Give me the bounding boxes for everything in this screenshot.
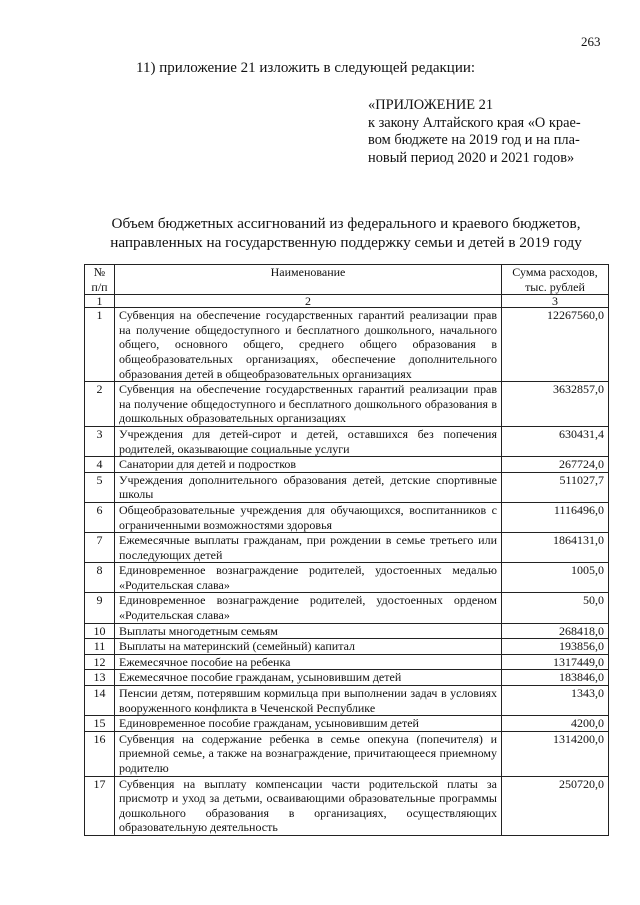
row-number-cell: 10 [85, 623, 115, 639]
row-name-cell: Общеобразовательные учреждения для обучающихся, воспитанников с ограниченными возможностями здоровья [115, 502, 502, 532]
row-number-cell: 1 [85, 308, 115, 382]
row-name-cell: Субвенция на содержание ребенка в семье опекуна (попечителя) и приемной семье, а также на вознаграждение, причитающееся приемному родителю [115, 731, 502, 776]
table-row [85, 502, 609, 532]
header-sum: Сумма расходов, тыс. рублей [502, 265, 609, 295]
table-row [85, 457, 609, 473]
column-number: 3 [502, 295, 609, 308]
table-row [85, 776, 609, 835]
row-number-cell: 8 [85, 563, 115, 593]
row-name-cell: Выплаты многодетным семьям [115, 623, 502, 639]
appendix-header-line: «ПРИЛОЖЕНИЕ 21 [368, 97, 494, 113]
row-sum-cell: 1864131,0 [502, 533, 609, 563]
row-name-cell: Единовременное вознаграждение родителей, удостоенных орденом «Родительская слава» [115, 593, 502, 623]
row-number-cell: 17 [85, 776, 115, 835]
row-sum-cell: 511027,7 [502, 472, 609, 502]
row-number-cell: 9 [85, 593, 115, 623]
table-header-row [85, 265, 609, 295]
row-sum-cell: 193856,0 [502, 639, 609, 655]
table-body [85, 308, 609, 836]
row-number-cell: 6 [85, 502, 115, 532]
row-name-cell: Выплаты на материнский (семейный) капитал [115, 639, 502, 655]
row-name-cell: Единовременное вознаграждение родителей, удостоенных медалью «Родительская слава» [115, 563, 502, 593]
row-number-cell: 2 [85, 382, 115, 427]
row-sum-cell: 1343,0 [502, 686, 609, 716]
row-number-cell: 12 [85, 654, 115, 670]
table-row [85, 426, 609, 456]
table-row [85, 472, 609, 502]
row-number-cell: 16 [85, 731, 115, 776]
column-number: 2 [115, 295, 502, 308]
table-row [85, 308, 609, 382]
table-title [96, 214, 596, 252]
table-title-line: Объем бюджетных ассигнований из федерального и краевого бюджетов, [111, 215, 581, 232]
row-sum-cell: 1005,0 [502, 563, 609, 593]
budget-table [84, 264, 609, 836]
table-row [85, 654, 609, 670]
table-row [85, 533, 609, 563]
appendix-header-line: вом бюджете на 2019 год и на пла- [368, 132, 580, 149]
appendix-header-line: к закону Алтайского края «О крае- [368, 114, 581, 131]
column-number: 1 [85, 295, 115, 308]
row-sum-cell: 4200,0 [502, 716, 609, 732]
table-row [85, 716, 609, 732]
column-numbers-row [85, 295, 609, 308]
row-sum-cell: 3632857,0 [502, 382, 609, 427]
row-sum-cell: 50,0 [502, 593, 609, 623]
table-title-line: направленных на государственную поддержку семьи и детей в 2019 году [110, 234, 582, 251]
row-name-cell: Субвенция на обеспечение государственных гарантий реализации прав на получение общедоступного и бесплатного дошкольного образования в дошкольных образовательных организациях [115, 382, 502, 427]
row-number-cell: 5 [85, 472, 115, 502]
row-number-cell: 7 [85, 533, 115, 563]
row-sum-cell: 1317449,0 [502, 654, 609, 670]
table-row [85, 623, 609, 639]
table-row [85, 670, 609, 686]
row-name-cell: Ежемесячное пособие гражданам, усыновившим детей [115, 670, 502, 686]
table-row [85, 593, 609, 623]
row-sum-cell: 250720,0 [502, 776, 609, 835]
table-row [85, 686, 609, 716]
appendix-header-line: новый период 2020 и 2021 годов» [368, 149, 575, 166]
row-name-cell: Учреждения для детей-сирот и детей, оставшихся без попечения родителей, оказывающие социальные услуги [115, 426, 502, 456]
row-sum-cell: 268418,0 [502, 623, 609, 639]
appendix-header [368, 97, 598, 167]
row-name-cell: Ежемесячные выплаты гражданам, при рождении в семье третьего или последующих детей [115, 533, 502, 563]
row-name-cell: Учреждения дополнительного образования детей, детские спортивные школы [115, 472, 502, 502]
row-sum-cell: 630431,4 [502, 426, 609, 456]
row-name-cell: Субвенция на обеспечение государственных гарантий реализации прав на получение общедоступного и бесплатного дошкольного, начального общего, основного общего, среднего общего образования в общеобразовательных организациях, обеспечение дополнительного образования детей в общеобразовательных организациях [115, 308, 502, 382]
row-sum-cell: 12267560,0 [502, 308, 609, 382]
row-number-cell: 3 [85, 426, 115, 456]
table-row [85, 639, 609, 655]
row-sum-cell: 1116496,0 [502, 502, 609, 532]
row-number-cell: 14 [85, 686, 115, 716]
row-sum-cell: 267724,0 [502, 457, 609, 473]
row-number-cell: 13 [85, 670, 115, 686]
row-number-cell: 15 [85, 716, 115, 732]
instruction-text: 11) приложение 21 изложить в следующей редакции: [136, 60, 476, 76]
row-name-cell: Санатории для детей и подростков [115, 457, 502, 473]
row-number-cell: 4 [85, 457, 115, 473]
row-sum-cell: 1314200,0 [502, 731, 609, 776]
row-name-cell: Единовременное пособие гражданам, усыновившим детей [115, 716, 502, 732]
table-row [85, 731, 609, 776]
header-name: Наименование [115, 265, 502, 295]
table-row [85, 563, 609, 593]
row-sum-cell: 183846,0 [502, 670, 609, 686]
table-row [85, 382, 609, 427]
row-number-cell: 11 [85, 639, 115, 655]
row-name-cell: Пенсии детям, потерявшим кормильца при выполнении задач в условиях вооруженного конфликта в Чеченской Республике [115, 686, 502, 716]
row-name-cell: Ежемесячное пособие на ребенка [115, 654, 502, 670]
page-number: 263 [581, 34, 601, 49]
row-name-cell: Субвенция на выплату компенсации части родительской платы за присмотр и уход за детьми, осваивающими образовательные программы дошкольного образования в организациях, осуществляющих образовательную деятельность [115, 776, 502, 835]
header-num: № п/п [85, 265, 115, 295]
